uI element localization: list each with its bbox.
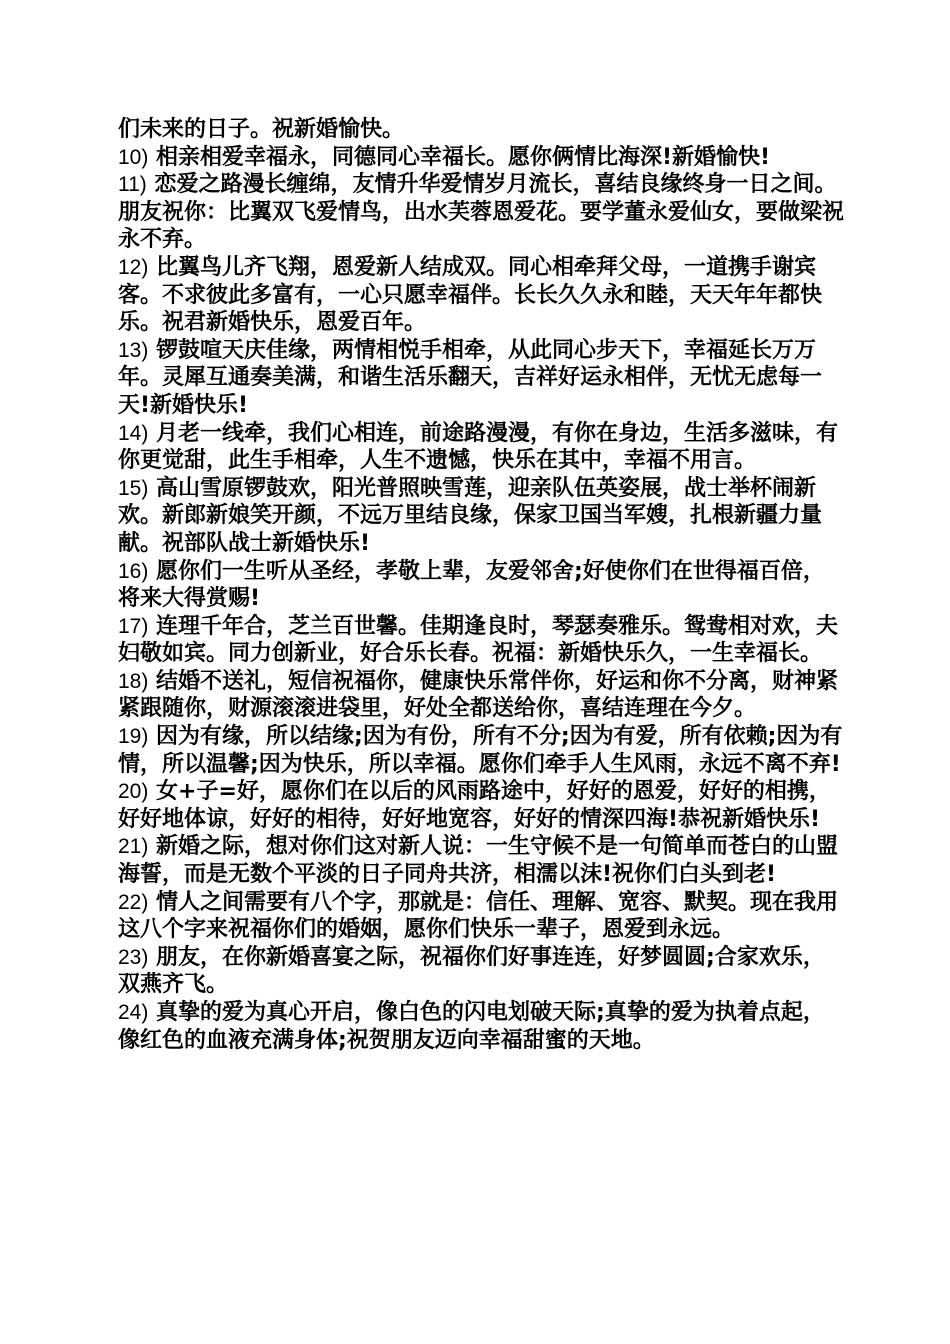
- list-item: [118, 420, 844, 475]
- item-number: 17): [118, 614, 149, 638]
- item-text: 月老一线牵，我们心相连，前途路漫漫，有你在身边，生活多滋味，有你更觉甜，此生手相牵，人生不遗憾，快乐在其中，幸福不用言。: [118, 420, 839, 474]
- item-text: 相亲相爱幸福永，同德同心幸福长。愿你俩情比海深!新婚愉快!: [148, 144, 771, 170]
- list-item: [118, 723, 844, 778]
- lead-text: 们未来的日子。祝新婚愉快。: [118, 117, 405, 142]
- lead-paragraph: [118, 116, 844, 144]
- item-text: 比翼鸟儿齐飞翔，恩爱新人结成双。同心相牵拜父母，一道携手谢宾客。不求彼此多富有，一心只愿幸福伴。长长久久永和睦，天天年年都快乐。祝君新婚快乐，恩爱百年。: [118, 254, 823, 336]
- list-item: [118, 778, 844, 833]
- item-number: 15): [118, 476, 149, 500]
- item-number: 23): [118, 945, 149, 969]
- list-item: [118, 171, 844, 254]
- item-number: 13): [118, 338, 149, 362]
- item-number: 21): [118, 835, 149, 859]
- list-item: [118, 337, 844, 420]
- list-item: [118, 944, 844, 999]
- item-number: 14): [118, 421, 149, 445]
- item-number: 20): [118, 780, 149, 804]
- item-number: 19): [118, 725, 149, 749]
- item-text: 新婚之际，想对你们这对新人说：一生守候不是一句简单而苍白的山盟海誓，而是无数个平淡的日子同舟共济，相濡以沫!祝你们白头到老!: [118, 834, 839, 888]
- list-item: [118, 999, 844, 1054]
- item-text: 女+子=好，愿你们在以后的风雨路途中，好好的恩爱，好好的相携，好好地体谅，好好的相待，好好地宽容，好好的情深四海!恭祝新婚快乐!: [118, 779, 831, 832]
- item-text: 情人之间需要有八个字，那就是：信任、理解、宽容、默契。现在我用这八个字来祝福你们的婚姻，愿你们快乐一辈子，恩爱到永远。: [118, 889, 839, 943]
- item-text: 恋爱之路漫长缠绵，友情升华爱情岁月流长，喜结良缘终身一日之间。朋友祝你：比翼双飞爱情鸟，出水芙蓉恩爱花。要学董永爱仙女，要做梁祝永不弃。: [118, 172, 845, 253]
- item-number: 11): [118, 173, 147, 197]
- item-text: 愿你们一生听从圣经，孝敬上辈，友爱邻舍;好使你们在世得福百倍，将来大得赏赐!: [118, 558, 825, 612]
- list-item: [118, 254, 844, 337]
- document-body: [118, 116, 844, 1054]
- item-text: 锣鼓喧天庆佳缘，两情相悦手相牵，从此同心步天下，幸福延长万万年。灵犀互通奏美满，和谐生活乐翻天，吉祥好运永相伴，无忧无虑每一天!新婚快乐!: [118, 337, 823, 418]
- list-item: [118, 558, 844, 613]
- list-item: [118, 889, 844, 944]
- list-item: [118, 613, 844, 668]
- item-number: 12): [118, 255, 149, 279]
- item-number: 18): [118, 669, 149, 693]
- item-text: 高山雪原锣鼓欢，阳光普照映雪莲，迎亲队伍英姿展，战士举杯闹新欢。新郎新娘笑开颜，不远万里结良缘，保家卫国当军嫂，扎根新疆力量献。祝部队战士新婚快乐!: [118, 475, 823, 556]
- item-number: 16): [118, 559, 149, 583]
- item-text: 结婚不送礼，短信祝福你，健康快乐常伴你，好运和你不分离，财神紧紧跟随你，财源滚滚进袋里，好处全都送给你，喜结连理在今夕。: [118, 668, 839, 722]
- item-number: 10): [118, 145, 149, 169]
- list-item: [118, 475, 844, 558]
- item-text: 因为有缘，所以结缘;因为有份，所有不分;因为有爱，所有依赖;因为有情，所以温馨;因为快乐，所以幸福。愿你们牵手人生风雨，永远不离不弃!: [118, 724, 843, 777]
- list-item: [118, 668, 844, 723]
- item-text: 连理千年合，芝兰百世馨。佳期逢良时，琴瑟奏雅乐。鸳鸯相对欢，夫妇敬如宾。同力创新业，好合乐长春。祝福：新婚快乐久，一生幸福长。: [118, 613, 839, 667]
- item-text: 朋友，在你新婚喜宴之际，祝福你们好事连连，好梦圆圆;合家欢乐，双燕齐飞。: [118, 944, 825, 998]
- list-item: [118, 833, 844, 888]
- item-number: 22): [118, 890, 149, 914]
- item-text: 真挚的爱为真心开启，像白色的闪电划破天际;真挚的爱为执着点起，像红色的血液充满身体;祝贺朋友迈向幸福甜蜜的天地。: [118, 1000, 825, 1053]
- item-number: 24): [118, 1001, 149, 1024]
- list-item: [118, 144, 844, 172]
